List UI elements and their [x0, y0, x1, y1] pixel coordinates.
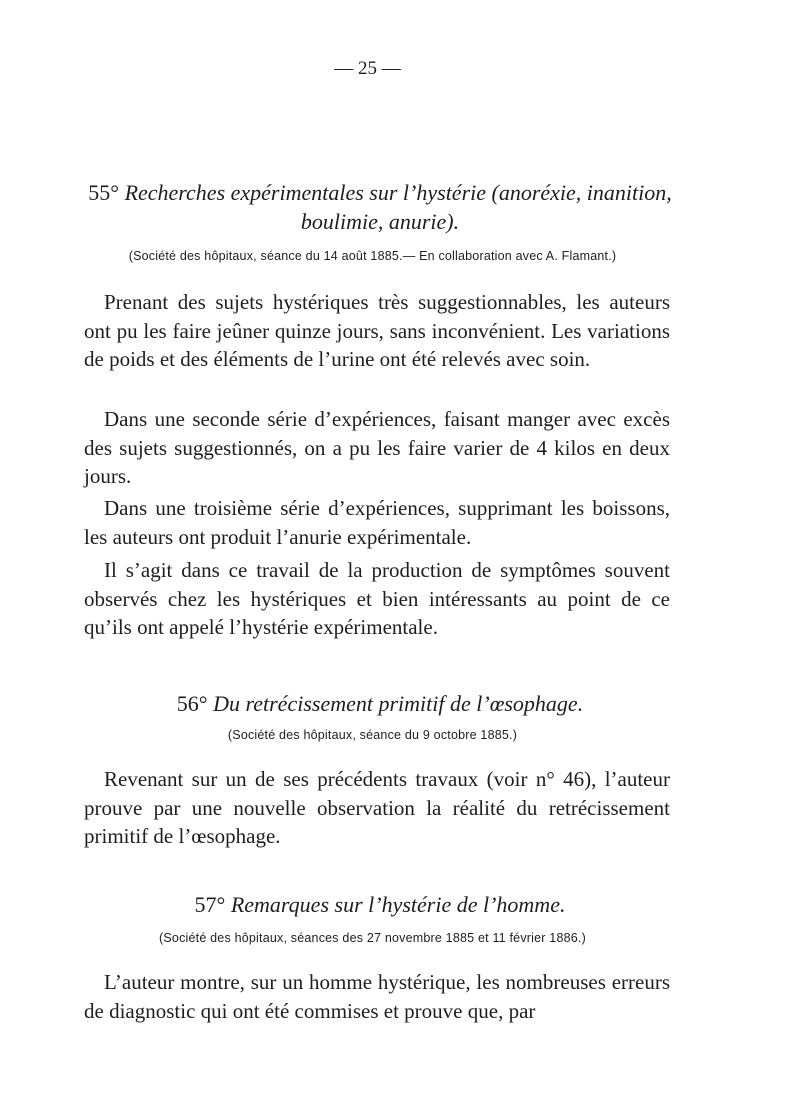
section-number: 57° [194, 892, 226, 917]
section-55-paragraph-1: Prenant des sujets hystériques très suggestionnables, les auteurs ont pu les faire jeûner quinze jours, sans inconvénient. Les variations de poids et des éléments de l’urine ont été relevés avec soin. [84, 290, 670, 371]
section-number: 56° [176, 691, 208, 716]
section-56-paragraph-1: Revenant sur un de ses précédents travaux (voir n° 46), l’auteur prouve par une nouvelle observation la réalité du retrécissement primitif de l’œsophage. [84, 767, 670, 848]
section-55-paragraph-2: Dans une seconde série d’expériences, faisant manger avec excès des sujets suggestionnés, on a pu les faire varier de 4 kilos en deux jours. [84, 407, 670, 488]
section-56-source: (Société des hôpitaux, séance du 9 octobre 1885.) [227, 728, 518, 742]
section-56-heading [80, 689, 680, 718]
section-title-line2: boulimie, anurie). [300, 209, 460, 234]
section-number: 55° [88, 180, 120, 205]
section-55-paragraph-4: Il s’agit dans ce travail de la production de symptômes souvent observés chez les hystériques et bien intéressants au point de ce qu’ils ont appelé l’hystérie expérimentale. [84, 558, 670, 639]
section-title-line1: Remarques sur l’hystérie de l’homme. [230, 892, 566, 917]
section-title-line1: Recherches expérimentales sur l’hystérie (anoréxie, inanition, [124, 180, 672, 205]
section-55-paragraph-3: Dans une troisième série d’expériences, supprimant les boissons, les auteurs ont produit l’anurie expérimentale. [84, 496, 670, 549]
page-number: — 25 — [334, 58, 401, 79]
section-title-line1: Du retrécissement primitif de l’œsophage. [213, 691, 584, 716]
section-55-heading [80, 178, 680, 236]
section-57-heading [80, 890, 680, 919]
section-57-source: (Société des hôpitaux, séances des 27 novembre 1885 et 11 février 1886.) [159, 931, 586, 945]
section-55-source: (Société des hôpitaux, séance du 14 août 1885.— En collaboration avec A. Flamant.) [128, 249, 617, 263]
section-57-paragraph-1: L’auteur montre, sur un homme hystérique, les nombreuses erreurs de diagnostic qui ont été commises et prouve que, par [84, 970, 670, 1023]
